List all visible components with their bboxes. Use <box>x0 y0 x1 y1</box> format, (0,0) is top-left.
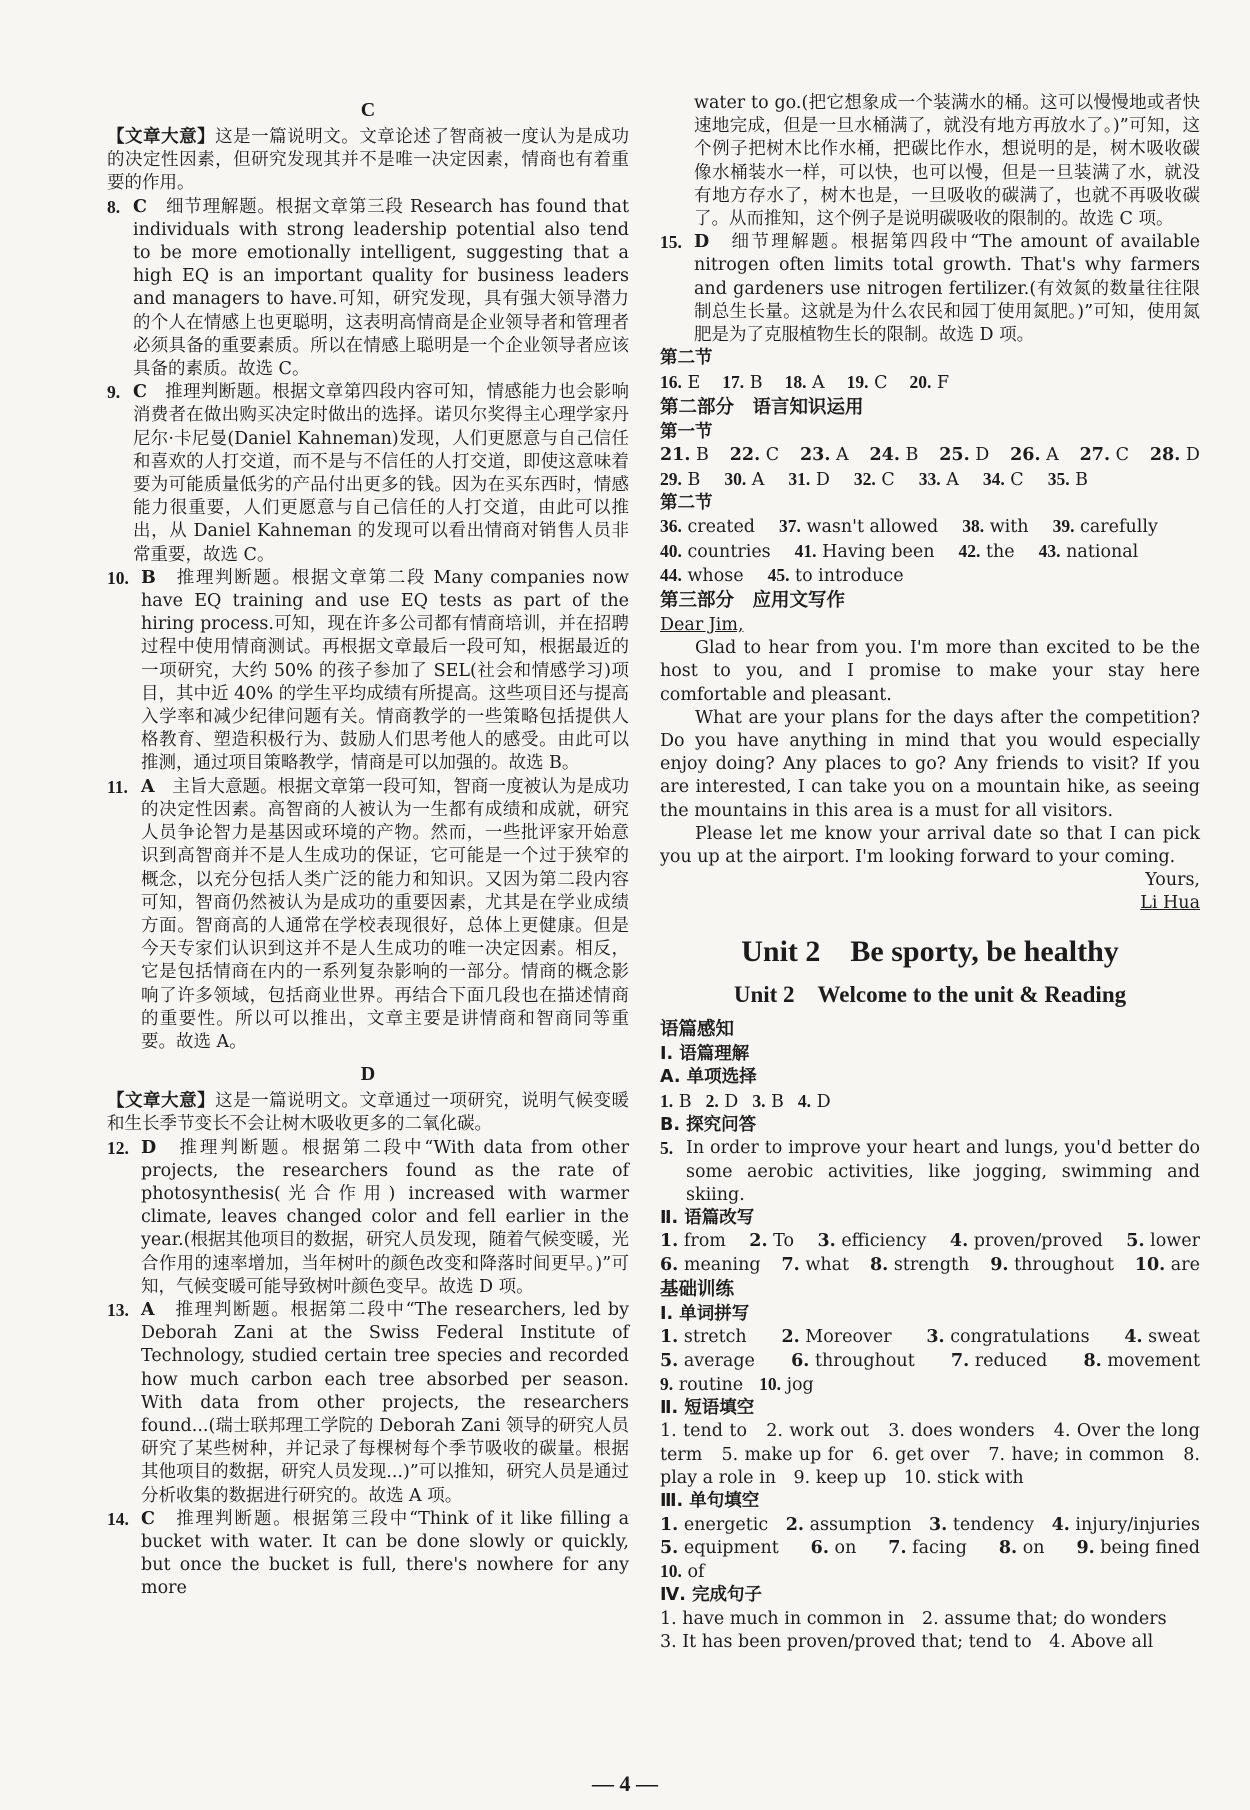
wancheng-line-2: 3. It has been proven/proved that; tend to 4. Above all <box>660 1631 1154 1652</box>
answer-26 <box>1010 444 1059 467</box>
yupian-part-i: Ⅰ. 语篇理解 <box>660 1043 750 1064</box>
answer-number: 23. <box>799 445 831 466</box>
answer-value: what <box>805 1254 850 1275</box>
answer-value: B <box>687 469 701 490</box>
answer-value: assumption <box>809 1514 912 1535</box>
answer-number: 24. <box>869 445 900 466</box>
answer-number: 2. <box>785 1514 804 1535</box>
answer-number: 32. <box>853 468 876 489</box>
answer-value: whose <box>687 565 744 586</box>
section-d-heading: D <box>360 1063 376 1086</box>
answer-number: 8. <box>998 1537 1018 1558</box>
answer-row-21-28 <box>660 444 1200 467</box>
item-number: 11. <box>107 776 128 797</box>
answer-number: 36. <box>660 516 682 537</box>
answer-1 <box>660 1326 747 1349</box>
answer-value: D <box>724 1091 739 1112</box>
answer-number: 16. <box>660 371 682 392</box>
answer-value: to introduce <box>795 565 904 586</box>
answer-41 <box>795 540 935 564</box>
answer-5 <box>660 1537 779 1560</box>
answer-number: 29. <box>660 468 682 489</box>
answer-9 <box>660 1373 743 1397</box>
letter-salutation: Dear Jim, <box>660 614 744 635</box>
answer-value: throughout <box>1014 1254 1114 1275</box>
answer-number: 10. <box>660 1560 682 1581</box>
jichu-part-iv: Ⅳ. 完成句子 <box>660 1585 762 1606</box>
answer-32 <box>854 468 895 492</box>
answer-row-gaixie-1 <box>660 1230 1200 1253</box>
jichu-part-ii: Ⅱ. 短语填空 <box>660 1397 755 1418</box>
answer-value: being fined <box>1100 1537 1200 1558</box>
answer-row-29-35 <box>660 468 1200 492</box>
answer-number: 45. <box>767 564 790 585</box>
answer-row-danju-1 <box>660 1514 1200 1537</box>
yupian-heading: 语篇感知 <box>660 1018 735 1040</box>
answer-value: C <box>874 372 888 393</box>
answer-17 <box>722 371 762 395</box>
answer-value: B <box>905 445 919 466</box>
answer-value: the <box>985 541 1015 562</box>
unit-title: Unit 2 Be sporty, be healthy <box>741 934 1119 968</box>
letter-paragraph-2: What are your plans for the days after the competition? Do you have anything in mind that you would especially enjoy doing? Any places to go? Any friends to visit? If you are interested, I can take you on a mountain hike, as seeing the mountains in this area is a must for all visitors. <box>660 707 1200 821</box>
part-2-heading: 第二部分 语言知识运用 <box>660 396 864 418</box>
answer-42 <box>959 540 1015 564</box>
section-c-summary <box>107 126 629 196</box>
answer-value: C <box>1010 469 1024 490</box>
answer-value: B <box>696 445 709 466</box>
answer-row-44-45 <box>660 564 1200 588</box>
answer-9 <box>1076 1537 1200 1560</box>
answer-44 <box>660 564 744 588</box>
answer-value: reduced <box>974 1350 1048 1371</box>
item-number: 15. <box>660 232 682 253</box>
answer-number: 38. <box>962 516 985 537</box>
item-answer: D <box>141 1137 157 1158</box>
answer-3 <box>929 1514 1034 1537</box>
answer-value: national <box>1066 541 1139 562</box>
answer-3 <box>752 1090 784 1114</box>
answer-number: 2. <box>749 1231 768 1252</box>
answer-number: 17. <box>722 371 745 392</box>
answer-value: tendency <box>952 1514 1035 1535</box>
duanyu-answers: 1. tend to 2. work out 3. does wonders 4. Over the long term 5. make up for 6. get over 7. have; in common 8. play a role in 9. keep up 10. stick with <box>660 1421 1200 1488</box>
unit-subtitle: Unit 2 Welcome to the unit & Reading <box>733 981 1127 1007</box>
answer-row-danju-2 <box>660 1537 1200 1560</box>
answer-45 <box>768 564 904 588</box>
item-answer: D <box>694 232 710 253</box>
item-explanation: 推理判断题。根据第二段中“With data from other projects, the researchers found as the rate of photosynthesis(光合作用) increased with warmer climate, leaves changed color and fell earlier in the year.(根据其他项目的数据，研究人员发现，随着气候变暖，光合作用的速率增加，当年树叶的颜色改变和降落时间更早。)”可知，气候变暖可能导致树叶颜色变早。故选 D 项。 <box>141 1137 629 1297</box>
jichu-heading: 基础训练 <box>660 1278 735 1300</box>
item-number: 8. <box>107 196 121 217</box>
answer-value: stretch <box>683 1327 747 1348</box>
answer-value: meaning <box>683 1254 761 1275</box>
answer-value: throughout <box>814 1350 915 1371</box>
item-answer: C <box>141 1508 155 1529</box>
answer-value: B <box>771 1091 784 1112</box>
answer-item-15 <box>660 231 1200 347</box>
answer-value: A <box>751 469 765 490</box>
answer-number: 7. <box>888 1537 907 1558</box>
answer-4 <box>1052 1514 1200 1537</box>
answer-row-36-39 <box>660 515 1200 539</box>
answer-value: carefully <box>1080 517 1158 538</box>
answer-number: 2. <box>705 1090 719 1111</box>
answer-35 <box>1048 468 1088 492</box>
answer-number: 1. <box>660 1514 679 1535</box>
item-explanation: 主旨大意题。根据文章第一段可知，智商一度被认为是成功的决定性因素。高智商的人被认为一生都有成绩和成就，研究人员争论智力是基因或环境的产物。然而，一些批评家开始意识到高智商并不是人生成功的保证，它可能是一个过于狭窄的概念，以充分包括人类广泛的能力和知识。又因为第二段内容可知，智商仍然被认为是成功的重要因素，尤其是在学业成绩方面。智商高的人通常在学校表现很好，总体上更健康。但是今天专家们认识到这并不是人生成功的唯一决定因素。相反，它是包括情商在内的一系列复杂影响的一部分。情商的概念影响了许多领域，包括商业世界。再结合下面几段也在描述情商的重要性。所以可以推出，文章主要是讲情商和智商同等重要。故选 A。 <box>141 776 630 1052</box>
answer-value: proven/proved <box>973 1231 1103 1252</box>
answer-2 <box>781 1326 891 1349</box>
answer-23 <box>800 444 849 467</box>
answer-3 <box>926 1326 1089 1349</box>
answer-row-pinxie-2 <box>660 1350 1200 1373</box>
answer-number: 5. <box>660 1350 679 1371</box>
part-2-section-1-heading: 第一节 <box>660 421 713 442</box>
answer-row-pinxie-3 <box>660 1373 1200 1397</box>
answer-4 <box>950 1230 1103 1253</box>
answer-10 <box>660 1560 704 1584</box>
answer-number: 1. <box>660 1327 679 1348</box>
answer-value: D <box>975 445 990 466</box>
answer-number: 25. <box>939 445 970 466</box>
yupian-part-ii: Ⅱ. 语篇改写 <box>660 1207 755 1228</box>
answer-number: 10. <box>759 1373 782 1394</box>
section-c-heading: C <box>360 99 376 121</box>
answer-item-10 <box>107 567 629 776</box>
answer-item-12 <box>107 1137 629 1299</box>
answer-item-5 <box>660 1137 1200 1207</box>
answer-number: 40. <box>660 540 682 561</box>
answer-value: efficiency <box>841 1231 927 1252</box>
answer-number: 3. <box>926 1327 945 1348</box>
answer-value: wasn't allowed <box>806 517 939 538</box>
answer-7 <box>951 1350 1047 1373</box>
answer-number: 3. <box>929 1514 948 1535</box>
answer-value: B <box>678 1091 692 1112</box>
answer-value: congratulations <box>950 1327 1090 1348</box>
answer-number: 7. <box>950 1350 970 1371</box>
answer-number: 26. <box>1010 445 1041 466</box>
answer-25 <box>939 444 989 467</box>
item-explanation: 细节理解题。根据文章第三段 Research has found that individuals with strong leadership potential also tend to be more emotionally intelligent, suggesting that a high EQ is an important quality for business leaders and managers to have.可知，研究发现，具有强大领导潜力的个人在情感上也更聪明，这表明高情商是企业领导者和管理者必须具备的重要素质。所以在情感上聪明是一个企业领导者应该具备的素质。故选 C。 <box>133 196 630 380</box>
answer-value: equipment <box>683 1537 779 1558</box>
answer-19 <box>847 371 888 395</box>
answer-31 <box>788 468 829 492</box>
answer-row-single-choice <box>660 1090 1200 1114</box>
answer-row-danju-3 <box>660 1560 1200 1584</box>
answer-20 <box>910 371 950 395</box>
answer-8 <box>870 1254 969 1277</box>
answer-number: 3. <box>752 1090 766 1111</box>
letter-signature: Li Hua <box>1140 893 1200 914</box>
answer-7 <box>888 1537 967 1560</box>
answer-number: 22. <box>729 445 761 466</box>
answer-number: 44. <box>660 564 682 585</box>
item-number: 14. <box>107 1508 129 1529</box>
section-d-summary <box>107 1090 629 1136</box>
answer-5 <box>660 1350 755 1373</box>
answer-number: 4. <box>949 1231 969 1252</box>
answer-number: 35. <box>1047 468 1070 489</box>
answer-value: created <box>687 517 756 538</box>
item-answer: A <box>141 776 155 797</box>
answer-value: movement <box>1107 1350 1200 1371</box>
answer-number: 28. <box>1149 445 1181 466</box>
part-2-section-2-heading: 第二节 <box>660 492 713 513</box>
section-2-heading: 第二节 <box>660 348 713 369</box>
answer-number: 43. <box>1038 540 1061 561</box>
answer-number: 9. <box>660 1373 674 1394</box>
answer-value: routine <box>678 1374 744 1395</box>
answer-1 <box>660 1230 726 1253</box>
answer-item-8 <box>107 196 629 382</box>
answer-10 <box>759 1373 814 1397</box>
answer-value: D <box>1185 445 1200 466</box>
answer-number: 9. <box>990 1254 1009 1275</box>
item-explanation: 推理判断题。根据文章第四段内容可知，情感能力也会影响消费者在做出购买决定时做出的选择。诺贝尔奖得主心理学家丹尼尔·卡尼曼(Daniel Kahneman)发现，人们更愿意与自己信任和喜欢的人打交道，而不是与不信任的人打交道，即使这意味着要为可能质量低劣的产品付出更多的钱。因为在买东西时，情感能力很重要，人们更愿意与自己信任的人打交道，由此可以推出，从 Daniel Kahneman 的发现可以看出情商对销售人员非常重要，故选 C。 <box>133 382 630 565</box>
answer-number: 21. <box>660 445 691 466</box>
answer-value: To <box>773 1231 795 1252</box>
letter-closing: Yours, <box>1145 870 1200 891</box>
answer-value: A <box>946 469 959 490</box>
right-column <box>660 92 1200 1654</box>
summary-label: 【文章大意】 <box>107 1091 216 1112</box>
answer-8 <box>1084 1350 1201 1373</box>
answer-4 <box>1124 1326 1200 1349</box>
answer-value: jog <box>786 1374 814 1395</box>
answer-item-14-continued: water to go.(把它想象成一个装满水的桶。这可以慢慢地或者快速地完成，但是一旦水桶满了，就没有地方再放水了。)”可知，这个例子把树木比作水桶，把碳比作水，想说明的是，树木吸收碳像水桶装水一样，可以快，也可以慢，但是一旦装满了水，就没有地方存水了，树木也是，一旦吸收的碳满了，也就不再吸收碳了。从而推知，这个例子是说明碳吸收的限制的。故选 C 项。 <box>694 93 1200 230</box>
answer-34 <box>983 468 1024 492</box>
answer-value: are <box>1170 1254 1200 1275</box>
answer-2 <box>706 1090 739 1114</box>
jichu-part-iii: Ⅲ. 单句填空 <box>660 1491 760 1512</box>
answer-number: 30. <box>724 468 747 489</box>
answer-6 <box>660 1254 761 1277</box>
answer-value: D <box>816 1091 831 1112</box>
answer-number: 2. <box>781 1327 800 1348</box>
item-number: 13. <box>107 1299 129 1320</box>
answer-37 <box>779 515 938 539</box>
answer-36 <box>660 515 755 539</box>
letter-paragraph-1: Glad to hear from you. I'm more than excited to be the host to you, and I promise to make your stay here comfortable and pleasant. <box>660 638 1200 705</box>
answer-value: countries <box>687 541 771 562</box>
item-answer: C <box>133 196 147 217</box>
answer-value: A <box>836 445 849 466</box>
answer-value: of <box>687 1561 705 1582</box>
answer-value: C <box>881 469 895 490</box>
summary-text: 这是一篇说明文。文章通过一项研究，说明气候变暖和生长季节变长不会让树木吸收更多的二氧化碳。 <box>107 1091 630 1135</box>
answer-number: 31. <box>788 468 811 489</box>
item-explanation: In order to improve your heart and lungs, you'd better do some aerobic activities, like jogging, swimming and skiing. <box>686 1138 1200 1205</box>
answer-3 <box>817 1230 926 1253</box>
answer-number: 37. <box>779 516 801 537</box>
answer-9 <box>990 1254 1114 1277</box>
item-number: 12. <box>107 1137 129 1158</box>
answer-24 <box>869 444 918 467</box>
answer-value: on <box>834 1537 857 1558</box>
answer-value: from <box>683 1231 726 1252</box>
answer-number: 33. <box>918 468 941 489</box>
answer-7 <box>781 1254 849 1277</box>
answer-number: 7. <box>781 1254 800 1275</box>
answer-number: 6. <box>810 1537 829 1558</box>
answer-value: E <box>687 372 701 393</box>
answer-value: injury/injuries <box>1075 1514 1200 1535</box>
answer-number: 8. <box>1083 1350 1102 1371</box>
answer-value: Having been <box>822 541 935 562</box>
wancheng-line-1: 1. have much in common in 2. assume that; do wonders <box>660 1608 1167 1629</box>
answer-value: D <box>815 469 830 490</box>
answer-number: 1. <box>660 1090 674 1111</box>
answer-number: 5. <box>1126 1231 1145 1252</box>
answer-30 <box>724 468 764 492</box>
answer-value: Moreover <box>805 1327 892 1348</box>
answer-value: B <box>749 372 763 393</box>
answer-number: 10. <box>1134 1254 1166 1275</box>
part-3-heading: 第三部分 应用文写作 <box>660 589 846 611</box>
answer-10 <box>1135 1254 1200 1277</box>
answer-number: 4. <box>797 1090 812 1111</box>
answer-4 <box>798 1090 831 1114</box>
item-explanation: 细节理解题。根据第四段中“The amount of available nitrogen often limits total growth. That's why farmers and gardeners use nitrogen fertilizer.(有效氮的数量往往限制总生长量。这就是为什么农民和园丁使用氮肥。)”可知，使用氮肥是为了克服植物生长的限制。故选 D 项。 <box>694 232 1201 346</box>
item-answer: C <box>133 382 147 403</box>
item-answer: B <box>141 567 156 588</box>
answer-number: 39. <box>1052 516 1075 537</box>
answer-item-14 <box>107 1508 629 1601</box>
answer-number: 9. <box>1076 1537 1095 1558</box>
item-explanation: 推理判断题。根据第二段中“The researchers, led by Deborah Zani at the Swiss Federal Institute of Technology, studied certain tree species and recorded how much carbon each tree absorbed per season. With data from other projects, the researchers found...(瑞士联邦理工学院的 Deborah Zani 领导的研究人员研究了某些树种，并记录了每棵树每个季节吸收的碳量。根据其他项目的数据，研究人员发现...)”可以推知，研究人员是通过分析收集的数据进行研究的。故选 A 项。 <box>141 1299 629 1506</box>
answer-number: 4. <box>1124 1327 1143 1348</box>
answer-value: F <box>936 372 950 393</box>
answer-8 <box>999 1537 1045 1560</box>
letter-paragraph-3: Please let me know your arrival date so that I can pick you up at the airport. I'm looking forward to your coming. <box>660 823 1200 867</box>
answer-6 <box>811 1537 857 1560</box>
answer-number: 5. <box>660 1537 679 1558</box>
answer-value: on <box>1022 1537 1045 1558</box>
answer-number: 20. <box>909 371 932 392</box>
answer-38 <box>962 515 1028 539</box>
answer-value: A <box>1046 445 1059 466</box>
answer-28 <box>1150 444 1200 467</box>
answer-value: average <box>683 1350 755 1371</box>
answer-row-16-20 <box>660 371 1200 395</box>
answer-value: facing <box>912 1537 967 1558</box>
item-number: 9. <box>107 382 121 403</box>
answer-value: lower <box>1150 1231 1200 1252</box>
answer-1 <box>660 1090 692 1114</box>
answer-row-pinxie-1 <box>660 1326 1200 1349</box>
page-number: — 4 — <box>592 1771 658 1796</box>
answer-number: 6. <box>660 1254 679 1275</box>
answer-40 <box>660 540 771 564</box>
answer-number: 19. <box>846 371 869 392</box>
answer-value: C <box>765 445 780 466</box>
answer-43 <box>1039 540 1139 564</box>
item-explanation: 推理判断题。根据第三段中“Think of it like filling a bucket with water. It can be done slowly or quickly, but once the bucket is full, there's nowhere for any more <box>141 1508 629 1599</box>
answer-number: 42. <box>958 540 981 561</box>
jichu-part-i: Ⅰ. 单词拼写 <box>660 1303 750 1324</box>
yupian-part-b: B. 探究问答 <box>660 1114 757 1135</box>
answer-2 <box>786 1514 912 1537</box>
answer-39 <box>1053 515 1158 539</box>
item-answer: A <box>141 1299 155 1320</box>
answer-16 <box>660 371 700 395</box>
yupian-part-a: A. 单项选择 <box>660 1067 757 1088</box>
item-explanation: 推理判断题。根据文章第二段 Many companies now have EQ training and use EQ tests as part of the hiring process.可知，现在许多公司都有情商培训，并在招聘过程中使用情商测试。再根据文章最后一段可知，根据最近的一项研究，大约 50% 的孩子参加了 SEL(社会和情感学习)项目，其中近 40% 的学生平均成绩有所提高。这些项目还与提高入学率和减少纪律问题有关。情商教学的一些策略包括提供人格教育、塑造积极行为、鼓励人们思考他人的感受。由此可以推测，通过项目策略教学，情商是可以加强的。故选 B。 <box>141 567 629 774</box>
summary-text: 这是一篇说明文。文章论述了智商被一度认为是成功的决定性因素，但研究发现其并不是唯一决定因素，情商也有着重要的作用。 <box>107 127 630 194</box>
answer-number: 27. <box>1079 445 1111 466</box>
answer-number: 4. <box>1051 1514 1070 1535</box>
answer-22 <box>730 444 779 467</box>
answer-number: 6. <box>791 1350 810 1371</box>
answer-item-13 <box>107 1299 629 1508</box>
answer-29 <box>660 468 700 492</box>
answer-value: with <box>989 517 1029 538</box>
answer-number: 34. <box>982 468 1005 489</box>
answer-number: 18. <box>784 371 807 392</box>
summary-label: 【文章大意】 <box>107 127 216 147</box>
answer-2 <box>749 1230 794 1253</box>
item-number: 5. <box>660 1138 674 1159</box>
answer-value: B <box>1075 469 1089 490</box>
answer-row-gaixie-2 <box>660 1254 1200 1277</box>
answer-number: 1. <box>660 1231 679 1252</box>
answer-5 <box>1126 1230 1200 1253</box>
answer-row-40-43 <box>660 540 1200 564</box>
answer-number: 41. <box>794 540 817 561</box>
answer-number: 8. <box>869 1254 889 1275</box>
answer-value: sweat <box>1148 1327 1200 1348</box>
answer-33 <box>919 468 959 492</box>
answer-value: C <box>1115 445 1130 466</box>
left-column <box>107 90 629 1601</box>
answer-21 <box>660 444 709 467</box>
answer-1 <box>660 1514 768 1537</box>
answer-value: energetic <box>683 1514 769 1535</box>
answer-6 <box>791 1350 915 1373</box>
answer-number: 3. <box>817 1231 836 1252</box>
answer-27 <box>1080 444 1129 467</box>
answer-18 <box>785 371 825 395</box>
item-number: 10. <box>107 567 129 588</box>
answer-value: A <box>812 372 825 393</box>
answer-item-11 <box>107 776 629 1054</box>
answer-value: strength <box>893 1254 970 1275</box>
answer-item-9 <box>107 381 629 567</box>
